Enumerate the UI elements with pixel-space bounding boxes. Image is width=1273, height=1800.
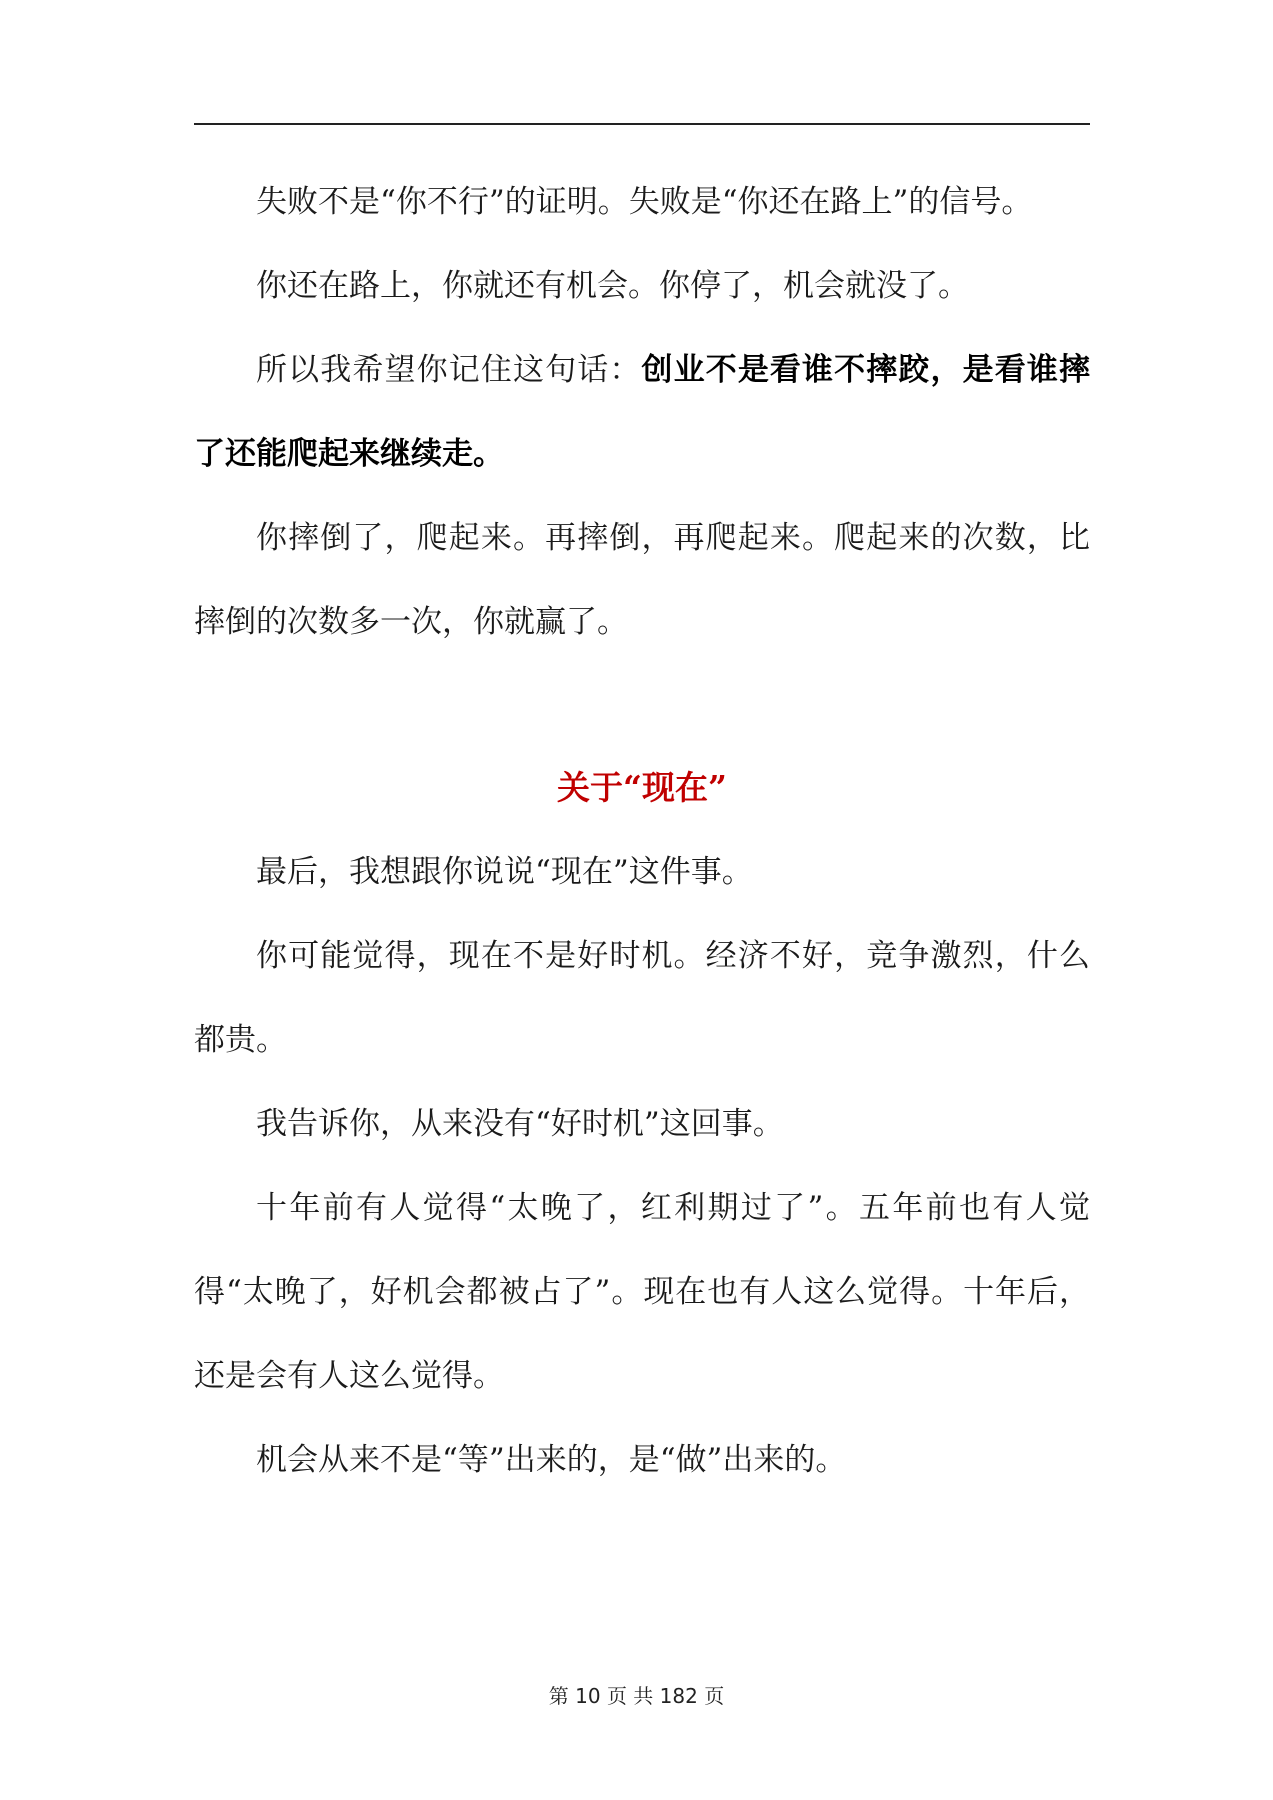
page-body	[194, 160, 1090, 1502]
emphasis-paragraph	[194, 328, 1090, 496]
section-spacer	[194, 664, 1090, 746]
emphasis-lead-text: 所以我希望你记住这句话：	[256, 352, 642, 388]
emphasis-bold-text: 创业不是看谁不摔跤，是看谁摔了还能爬起来继续走。	[194, 352, 1091, 472]
paragraph: 你摔倒了，爬起来。再摔倒，再爬起来。爬起来的次数，比摔倒的次数多一次，你就赢了。	[194, 520, 1090, 640]
page-number-footer	[0, 1684, 1273, 1708]
paragraph: 机会从来不是“等”出来的，是“做”出来的。	[256, 1442, 847, 1478]
paragraph: 失败不是“你不行”的证明。失败是“你还在路上”的信号。	[256, 184, 1033, 220]
footer-suffix: 页	[704, 1684, 725, 1708]
paragraph: 我告诉你，从来没有“好时机”这回事。	[256, 1106, 784, 1142]
paragraph: 你可能觉得，现在不是好时机。经济不好，竞争激烈，什么都贵。	[194, 938, 1090, 1058]
total-page-count: 182	[659, 1684, 698, 1708]
current-page-number: 10	[575, 1684, 601, 1708]
section-heading: 关于“现在”	[557, 768, 727, 807]
footer-prefix: 第	[548, 1684, 569, 1708]
paragraph: 最后，我想跟你说说“现在”这件事。	[256, 854, 753, 890]
header-divider	[194, 123, 1090, 125]
footer-middle: 页 共	[606, 1684, 654, 1708]
paragraph: 你还在路上，你就还有机会。你停了，机会就没了。	[256, 268, 969, 304]
paragraph: 十年前有人觉得“太晚了，红利期过了”。五年前也有人觉得“太晚了，好机会都被占了”。现在也有人这么觉得。十年后，还是会有人这么觉得。	[194, 1190, 1090, 1394]
